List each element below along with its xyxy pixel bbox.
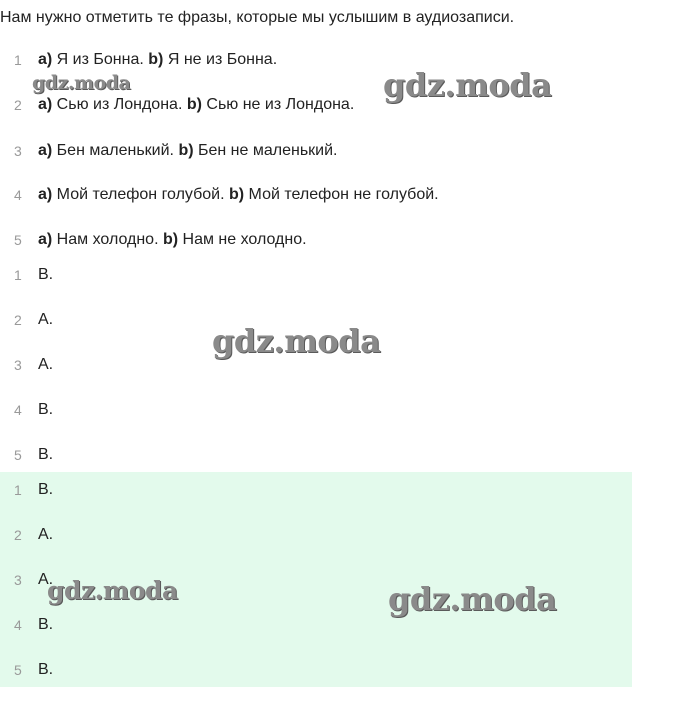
- answer-value: A.: [38, 571, 54, 588]
- answer-number: 3: [14, 357, 22, 373]
- question-text: a) Я из Бонна. b) Я не из Бонна.: [38, 51, 278, 68]
- question-number: 5: [14, 232, 22, 248]
- question-number: 2: [14, 97, 22, 113]
- answer-value: B.: [38, 481, 54, 498]
- answer-number: 1: [14, 482, 22, 498]
- watermark: gdz.moda: [388, 580, 557, 618]
- watermark: gdz.moda: [212, 322, 381, 360]
- question-text: a) Мой телефон голубой. b) Мой телефон не голубой.: [38, 186, 439, 203]
- answer-number: 3: [14, 572, 22, 588]
- answer-number: 2: [14, 312, 22, 328]
- answer-value: B.: [38, 401, 54, 418]
- instruction-text: Нам нужно отметить те фразы, которые мы услышим в аудиозаписи.: [0, 9, 515, 26]
- answer-value: B.: [38, 616, 54, 633]
- answer-number: 5: [14, 662, 22, 678]
- answer-number: 4: [14, 617, 22, 633]
- watermark: gdz.moda: [32, 72, 131, 94]
- answer-value: A.: [38, 311, 54, 328]
- watermark: gdz.moda: [47, 576, 178, 605]
- answer-number: 1: [14, 267, 22, 283]
- question-number: 3: [14, 143, 22, 159]
- answer-value: B.: [38, 661, 54, 678]
- watermark: gdz.moda: [383, 66, 552, 104]
- question-number: 4: [14, 187, 22, 203]
- answer-value: B.: [38, 446, 54, 463]
- question-text: a) Сью из Лондона. b) Сью не из Лондона.: [38, 96, 355, 113]
- question-number: 1: [14, 52, 22, 68]
- answer-value: A.: [38, 356, 54, 373]
- question-text: a) Бен маленький. b) Бен не маленький.: [38, 142, 338, 159]
- answer-number: 4: [14, 402, 22, 418]
- question-text: a) Нам холодно. b) Нам не холодно.: [38, 231, 307, 248]
- answer-number: 2: [14, 527, 22, 543]
- answer-value: A.: [38, 526, 54, 543]
- answer-value: B.: [38, 266, 54, 283]
- answer-number: 5: [14, 447, 22, 463]
